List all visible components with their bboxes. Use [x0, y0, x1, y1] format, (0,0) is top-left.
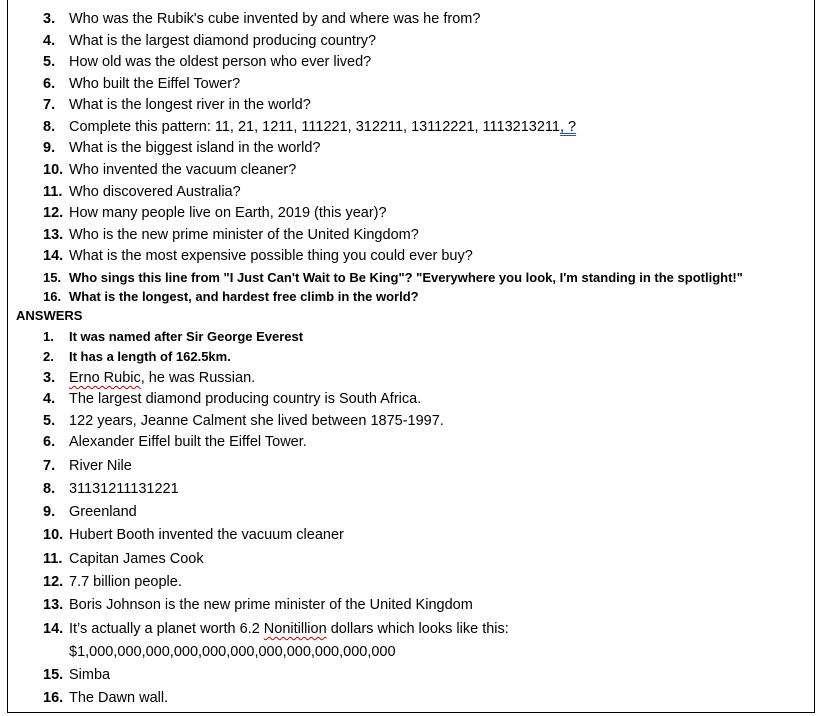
item-number: 13. — [43, 597, 64, 613]
item-number: 9. — [43, 504, 56, 520]
question-text: How many people live on Earth, 2019 (this year)? — [69, 205, 387, 221]
pattern-tail: , ? — [559, 119, 577, 135]
answer-text: , he was Russian. — [140, 370, 256, 386]
answer-text: The Dawn wall. — [69, 690, 169, 706]
question-text: Who built the Eiffel Tower? — [69, 76, 241, 92]
question-text: What is the longest, and hardest free climb in the world? — [69, 289, 419, 304]
item-number: 5. — [43, 413, 56, 429]
answer-text: Capitan James Cook — [69, 551, 204, 567]
answer-continuation-text: $1,000,000,000,000,000,000,000,000,000,000,000 — [69, 644, 396, 660]
answer-text: Hubert Booth invented the vacuum cleaner — [69, 527, 344, 543]
item-number: 15. — [43, 667, 64, 683]
answer-text-wrap — [69, 367, 255, 389]
answer-text: Boris Johnson is the new prime minister of the United Kingdom — [69, 597, 473, 613]
item-number: 10. — [43, 162, 64, 178]
misspelled-word: Erno Rubic — [69, 370, 141, 386]
item-number: 10. — [43, 527, 64, 543]
item-number: 3. — [43, 370, 56, 386]
document-page — [7, 0, 815, 713]
question-text: How old was the oldest person who ever lived? — [69, 54, 372, 70]
question-text: Who invented the vacuum cleaner? — [69, 162, 297, 178]
question-text: What is the longest river in the world? — [69, 97, 311, 113]
question-text: What is the biggest island in the world? — [69, 140, 321, 156]
item-number: 5. — [43, 54, 56, 70]
item-number: 4. — [43, 391, 56, 407]
answer-text: 7.7 billion people. — [69, 574, 182, 590]
item-number: 7. — [43, 97, 56, 113]
question-text: Complete this pattern: 11, 21, 1211, 111221, 312211, 13112221, 1113213211 — [69, 119, 560, 135]
question-text: What is the largest diamond producing country? — [69, 33, 377, 49]
question-text: Who discovered Australia? — [69, 184, 241, 200]
item-number: 8. — [43, 119, 56, 135]
answer-text: It was named after Sir George Everest — [69, 329, 304, 344]
item-number: 11. — [43, 184, 63, 200]
answer-text-wrap — [69, 618, 509, 640]
item-number: 9. — [43, 140, 56, 156]
answer-text: 31131211131221 — [69, 481, 179, 497]
item-number: 7. — [43, 458, 56, 474]
question-text: Who is the new prime minister of the United Kingdom? — [69, 227, 419, 243]
item-number: 16. — [43, 690, 64, 706]
question-text: What is the most expensive possible thing you could ever buy? — [69, 248, 473, 264]
answer-text: River Nile — [69, 458, 132, 474]
item-number: 12. — [43, 574, 64, 590]
item-number: 8. — [43, 481, 56, 497]
answer-text-end: dollars which looks like this: — [326, 621, 509, 637]
answer-text: 122 years, Jeanne Calment she lived between 1875-1997. — [69, 413, 444, 429]
item-number: 15. — [43, 270, 62, 285]
answer-text: It has a length of 162.5km. — [69, 349, 231, 364]
question-text-wrap — [69, 116, 576, 138]
item-number: 16. — [43, 289, 62, 304]
answers-heading: ANSWERS — [16, 308, 83, 323]
item-number: 6. — [43, 76, 56, 92]
item-number: 12. — [43, 205, 64, 221]
item-number: 11. — [43, 551, 63, 567]
item-number: 1. — [43, 329, 54, 344]
item-number: 4. — [43, 33, 56, 49]
item-number: 3. — [43, 11, 56, 27]
item-number: 6. — [43, 434, 56, 450]
answer-text: Greenland — [69, 504, 137, 520]
question-text: Who was the Rubik's cube invented by and where was he from? — [69, 11, 481, 27]
answer-text: The largest diamond producing country is South Africa. — [69, 391, 422, 407]
answer-text: Alexander Eiffel built the Eiffel Tower. — [69, 434, 307, 450]
misspelled-word: Nonitillion — [263, 621, 327, 637]
item-number: 2. — [43, 349, 54, 364]
item-number: 14. — [43, 248, 64, 264]
answer-text: Simba — [69, 667, 111, 683]
question-text: Who sings this line from "I Just Can't Wait to Be King"? "Everywhere you look, I'm standing in the spotlight!" — [69, 270, 743, 285]
item-number: 13. — [43, 227, 64, 243]
item-number: 14. — [43, 621, 64, 637]
answer-text: It’s actually a planet worth 6.2 — [69, 621, 264, 637]
